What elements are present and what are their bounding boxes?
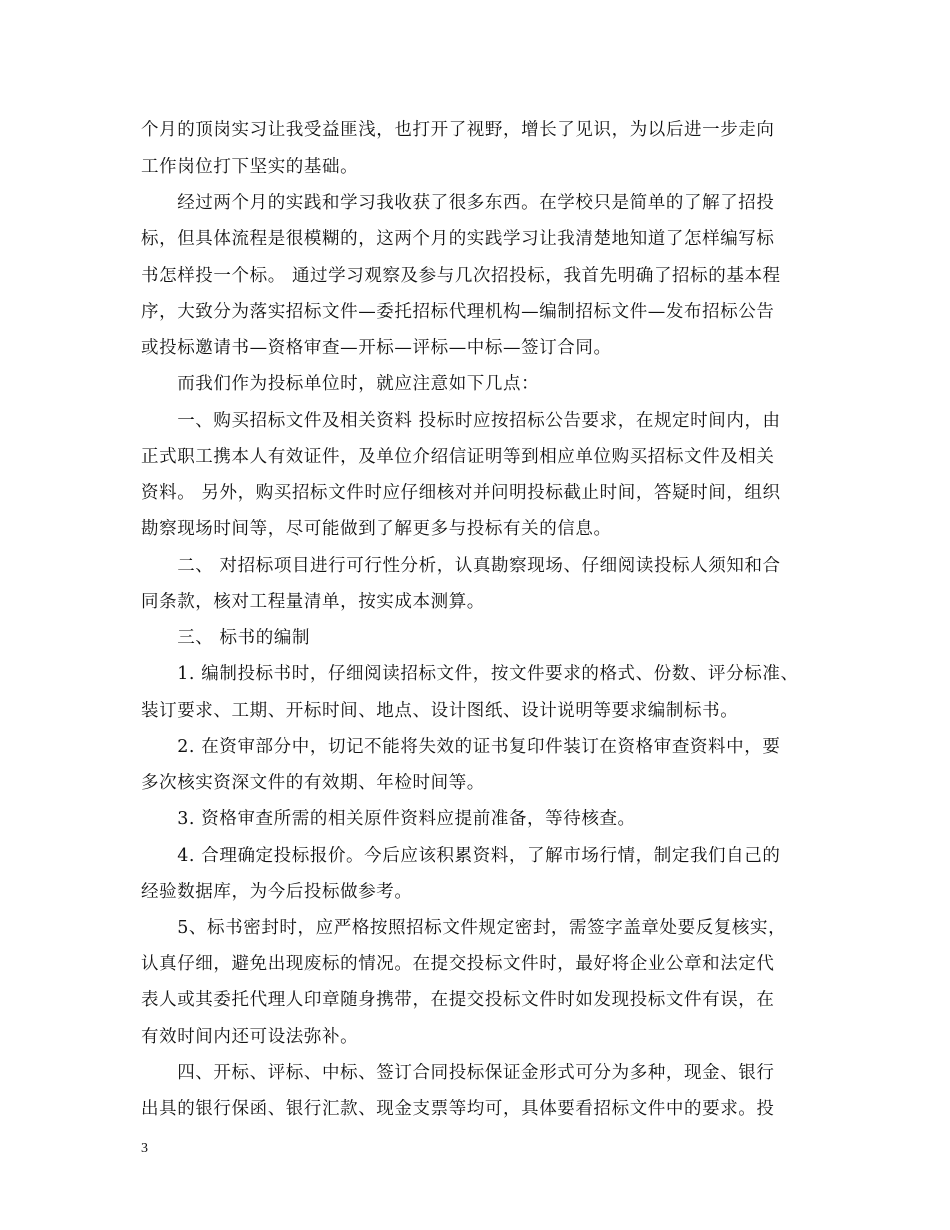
text-line: 正式职工携本人有效证件，及单位介绍信证明等到相应单位购买招标文件及相关 (141, 447, 775, 467)
text-line: 标，但具体流程是很模糊的，这两个月的实践学习让我清楚地知道了怎样编写标 (141, 229, 775, 249)
text-line: 有效时间内还可设法弥补。 (141, 1027, 359, 1047)
text-line: 书怎样投一个标。 通过学习观察及参与几次招投标，我首先明确了招标的基本程 (141, 266, 781, 286)
text-line: 认真仔细，避免出现废标的情况。在提交投标文件时，最好将企业公章和法定代 (141, 954, 775, 974)
text-line: 4. 合理确定投标报价。今后应该积累资料，了解市场行情，制定我们自己的 (141, 846, 781, 866)
text-line: 工作岗位打下坚实的基础。 (141, 157, 359, 177)
text-line: 序，大致分为落实招标文件—委托招标代理机构—编制招标文件—发布招标公告 (141, 302, 775, 322)
text-line: 2. 在资审部分中，切记不能将失效的证书复印件装订在资格审查资料中，要 (141, 737, 781, 757)
text-line: 而我们作为投标单位时，就应注意如下几点： (141, 374, 540, 394)
text-line: 四、开标、评标、中标、签订合同投标保证金形式可分为多种，现金、银行 (141, 1063, 775, 1083)
text-line: 个月的顶岗实习让我受益匪浅，也打开了视野，增长了见识，为以后进一步走向 (141, 120, 775, 140)
text-line: 3. 资格审查所需的相关原件资料应提前准备，等待核查。 (141, 809, 636, 829)
text-line: 三、 标书的编制 (141, 628, 311, 648)
text-line: 经过两个月的实践和学习我收获了很多东西。在学校只是简单的了解了招投 (141, 193, 775, 213)
text-line: 勘察现场时间等，尽可能做到了解更多与投标有关的信息。 (141, 519, 612, 539)
text-line: 经验数据库，为今后投标做参考。 (141, 882, 413, 902)
text-line: 5、标书密封时，应严格按照招标文件规定密封，需签字盖章处要反复核实， (141, 918, 787, 938)
text-line: 出具的银行保函、银行汇款、现金支票等均可，具体要看招标文件中的要求。投 (141, 1099, 775, 1119)
text-line: 多次核实资深文件的有效期、年检时间等。 (141, 773, 485, 793)
text-line: 一、购买招标文件及相关资料 投标时应按招标公告要求，在规定时间内，由 (141, 411, 781, 431)
text-line: 1. 编制投标书时，仔细阅读招标文件，按文件要求的格式、份数、评分标准、 (141, 664, 799, 684)
page-number: 3 (141, 1141, 148, 1156)
text-line: 资料。 另外，购买招标文件时应仔细核对并问明投标截止时间，答疑时间，组织 (141, 483, 781, 503)
text-line: 或投标邀请书—资格审查—开标—评标—中标—签订合同。 (141, 338, 612, 358)
text-line: 二、 对招标项目进行可行性分析，认真勘察现场、仔细阅读投标人须知和合 (141, 556, 781, 576)
text-line: 表人或其委托代理人印章随身携带，在提交投标文件时如发现投标文件有误，在 (141, 990, 775, 1010)
text-line: 同条款，核对工程量清单，按实成本测算。 (141, 592, 485, 612)
text-line: 装订要求、工期、开标时间、地点、设计图纸、设计说明等要求编制标书。 (141, 701, 739, 721)
